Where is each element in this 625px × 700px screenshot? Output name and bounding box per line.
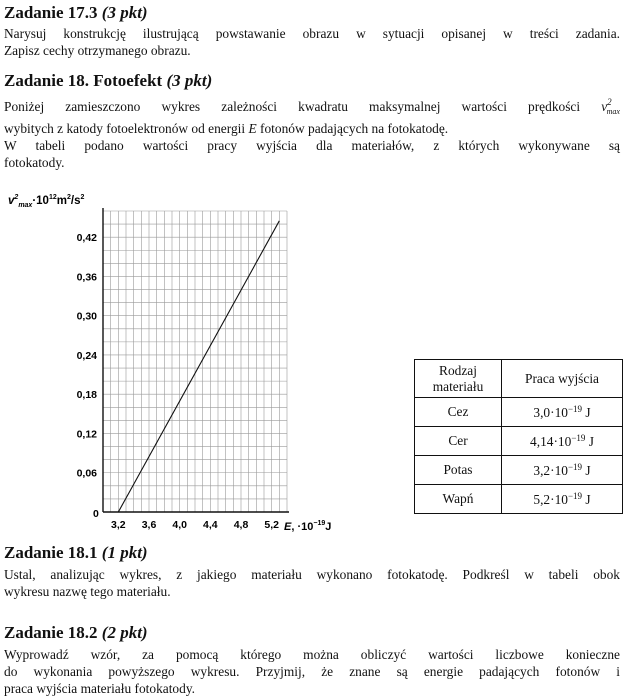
y-label-unit-sup: 2 [66,194,71,201]
x-tick-label: 4,0 [172,519,187,531]
material-cell: Cez [415,398,502,427]
table-header-row [415,360,623,398]
value-unit: J [585,433,594,449]
header-material-line2: materiału [432,378,484,394]
photoeffect-chart [0,186,360,536]
task-17-3-heading [4,3,148,23]
origin-label: 0 [93,508,99,520]
y-tick-label: 0,18 [76,389,97,402]
y-label-rest: ·10 [32,195,49,207]
v-symbol: v [601,99,608,114]
task-18-1-points: (1 pkt) [101,543,148,562]
work-function-table [414,359,623,514]
task-18-2-line1: Wyprowadź wzór, za pomocą którego można obliczyć wartości liczbowe konieczne [4,647,620,662]
task-17-3-title: Zadanie 17.3 [4,3,98,22]
value-cell [502,456,623,485]
y-label-sub: max [18,202,33,209]
task-18-1-heading [4,543,148,563]
value-exp: −19 [567,490,583,501]
task-18-text [4,94,620,171]
task-17-3-line1: Narysuj konstrukcję ilustrującą powstawanie obrazu w sytuacji opisanej w treści zadania. [4,26,620,41]
task-18-2-title: Zadanie 18.2 [4,623,98,642]
x-label-var: E [284,521,292,533]
series [118,221,279,512]
task-18-line2 [4,120,620,137]
table-row [415,456,623,485]
y-tick-label: 0,24 [76,349,97,362]
value-exp: −19 [571,432,586,443]
task-18-title: Zadanie 18. Fotoefekt [4,71,163,90]
energy-var: E [248,121,257,136]
task-17-3-text [4,25,620,59]
x-label-exp: −19 [313,520,326,527]
v-sub: max [606,107,620,116]
y-label-unit-end-sup: 2 [80,194,85,201]
y-tick-label: 0,42 [76,232,97,245]
task-18-heading [4,71,212,91]
task-18-2-points: (2 pkt) [101,623,148,642]
v-max-symbol [601,99,620,114]
header-material [415,360,502,398]
v-sup: 2 [607,97,612,107]
value-text: 4,14·10 [530,433,572,449]
x-tick-label: 3,2 [111,519,126,531]
value-cell [502,485,623,514]
y-label-unit-end: /s [70,195,81,207]
x-tick-label: 5,2 [264,519,279,531]
value-unit: J [582,404,591,420]
task-18-line1 [4,94,620,120]
value-text: 3,0·10 [533,404,568,420]
task-18-2-text [4,646,620,697]
material-cell: Cer [415,427,502,456]
header-work-function: Praca wyjścia [502,360,623,398]
series-line [118,221,279,512]
value-unit: J [582,462,591,478]
y-axis-label [8,194,84,209]
x-label-rest: , ·10 [291,521,314,533]
task-18-line2-pre: wybitych z katody fotoelektronów od energii [4,121,246,136]
value-text: 3,2·10 [533,462,568,478]
task-18-1-line1: Ustal, analizując wykres, z jakiego materiału wykonano fotokatodę. Podkreśl w tabeli obok [4,567,620,582]
value-exp: −19 [567,403,583,414]
table-row [415,398,623,427]
y-label-unit: m [56,195,67,207]
task-18-line1-text: Poniżej zamieszczono wykres zależności kwadratu maksymalnej wartości prędkości [4,99,581,114]
value-exp: −19 [567,461,583,472]
material-cell: Wapń [415,485,502,514]
task-18-points: (3 pkt) [166,71,213,90]
value-text: 5,2·10 [533,491,568,507]
x-tick-label: 4,8 [233,519,249,531]
task-18-line4: fotokatody. [4,155,65,170]
x-axis-label [284,520,331,533]
y-tick-label: 0,12 [76,428,97,441]
x-label-unit: J [325,521,332,533]
task-18-2-line2: do wykonania powyższego wykresu. Przyjmij, że znane są energie padających fotonów i [4,664,620,679]
y-label-sup: 2 [14,194,19,201]
task-18-1-title: Zadanie 18.1 [4,543,98,562]
task-18-1-text [4,566,620,600]
y-tick-label: 0,06 [76,467,97,480]
x-tick-label: 4,4 [203,519,218,531]
header-material-line1: Rodzaj [439,362,477,378]
task-17-3-points: (3 pkt) [101,3,148,22]
x-tick-label: 3,6 [141,519,157,531]
y-label-v: v [8,195,15,207]
task-17-3-line2: Zapisz cechy otrzymanego obrazu. [4,43,191,58]
task-18-2-heading [4,623,148,643]
value-unit: J [582,491,591,507]
table-row [415,427,623,456]
task-18-1-line2: wykresu nazwę tego materiału. [4,584,171,599]
task-18-line3: W tabeli podano wartości pracy wyjścia dla materiałów, z których wykonywane są [4,138,620,153]
y-tick-label: 0,30 [76,310,97,323]
task-18-2-line3: praca wyjścia materiału fotokatody. [4,681,195,696]
material-cell: Potas [415,456,502,485]
table-row [415,485,623,514]
y-label-exp: 12 [48,194,57,201]
value-cell [502,427,623,456]
task-18-line2-post: fotonów padających na fotokatodę. [260,121,449,136]
y-tick-label: 0,36 [76,271,97,284]
value-cell [502,398,623,427]
